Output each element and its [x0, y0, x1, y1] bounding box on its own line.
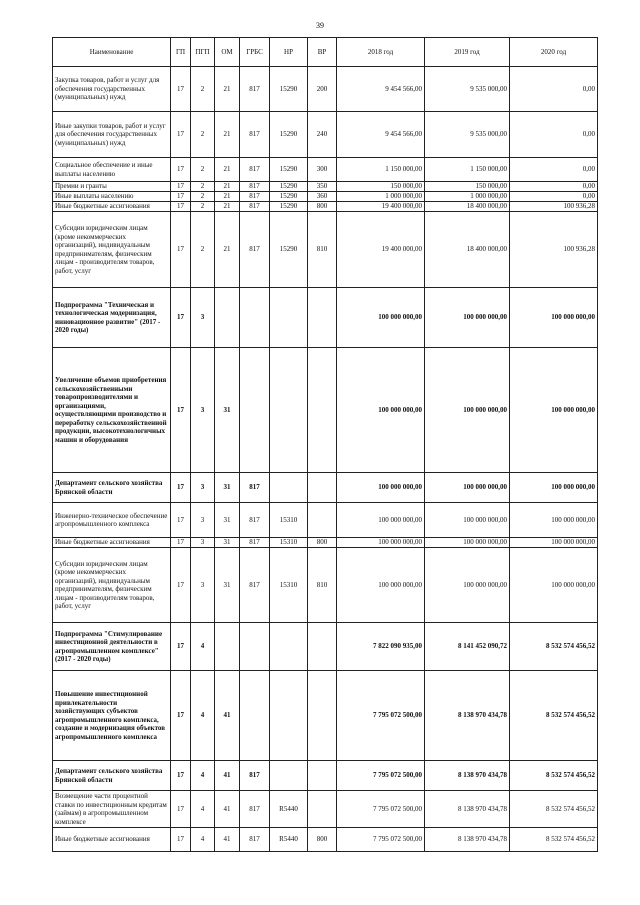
- cell-2019: 8 138 970 434,78: [425, 671, 510, 761]
- cell-pgp: 3: [191, 348, 215, 473]
- cell-om: 41: [215, 761, 240, 791]
- cell-2019: 150 000,00: [425, 182, 510, 192]
- cell-2018: 7 822 090 935,00: [337, 623, 425, 671]
- table-row: [53, 791, 598, 828]
- cell-gp: 17: [171, 473, 191, 503]
- cell-2020: 0,00: [510, 182, 598, 192]
- cell-vr: [308, 473, 337, 503]
- cell-pgp: 3: [191, 473, 215, 503]
- cell-pgp: 2: [191, 202, 215, 212]
- cell-vr: 240: [308, 112, 337, 158]
- cell-gp: 17: [171, 623, 191, 671]
- cell-nr: [270, 671, 308, 761]
- cell-om: 21: [215, 67, 240, 112]
- cell-gp: 17: [171, 182, 191, 192]
- cell-2020: 100 000 000,00: [510, 473, 598, 503]
- cell-2020: 0,00: [510, 67, 598, 112]
- cell-2018: 7 795 072 500,00: [337, 791, 425, 828]
- cell-vr: [308, 791, 337, 828]
- cell-gp: 17: [171, 548, 191, 623]
- cell-2019: 18 400 000,00: [425, 212, 510, 288]
- cell-2018: 100 000 000,00: [337, 348, 425, 473]
- cell-grbs: 817: [240, 538, 270, 548]
- cell-gp: 17: [171, 538, 191, 548]
- cell-om: 21: [215, 158, 240, 182]
- cell-name: Увеличение объемов приобретения сельскохозяйственными товаропроизводителями и организациями, осуществляющими производство и переработку сельскохозяйственной продукции, высокотехнологичных машин и оборудования: [53, 348, 171, 473]
- cell-grbs: 817: [240, 791, 270, 828]
- cell-grbs: 817: [240, 503, 270, 538]
- cell-gp: 17: [171, 288, 191, 348]
- cell-2020: 8 532 574 456,52: [510, 761, 598, 791]
- cell-grbs: [240, 623, 270, 671]
- cell-2019: 100 000 000,00: [425, 473, 510, 503]
- cell-2020: 8 532 574 456,52: [510, 623, 598, 671]
- cell-2018: 9 454 566,00: [337, 67, 425, 112]
- header-gp: ГП: [171, 38, 191, 67]
- cell-grbs: 817: [240, 761, 270, 791]
- cell-name: Повышение инвестиционной привлекательности хозяйствующих субъектов агропромышленного комплекса, создание и модернизация объектов агропромышленного комплекса: [53, 671, 171, 761]
- table-row: [53, 623, 598, 671]
- cell-pgp: 4: [191, 623, 215, 671]
- cell-nr: 15290: [270, 67, 308, 112]
- cell-2019: 18 400 000,00: [425, 202, 510, 212]
- cell-gp: 17: [171, 202, 191, 212]
- cell-vr: 200: [308, 67, 337, 112]
- cell-2019: 100 000 000,00: [425, 503, 510, 538]
- cell-2020: 100 000 000,00: [510, 548, 598, 623]
- cell-gp: 17: [171, 192, 191, 202]
- cell-2018: 19 400 000,00: [337, 212, 425, 288]
- cell-vr: [308, 288, 337, 348]
- table-row: [53, 538, 598, 548]
- table-row: [53, 828, 598, 852]
- cell-grbs: [240, 671, 270, 761]
- cell-name: Иные бюджетные ассигнования: [53, 538, 171, 548]
- cell-pgp: 2: [191, 112, 215, 158]
- header-2019: 2019 год: [425, 38, 510, 67]
- cell-2018: 100 000 000,00: [337, 548, 425, 623]
- cell-pgp: 3: [191, 503, 215, 538]
- table-row: [53, 182, 598, 192]
- cell-vr: 810: [308, 212, 337, 288]
- cell-2018: 100 000 000,00: [337, 503, 425, 538]
- cell-name: Иные выплаты населению: [53, 192, 171, 202]
- cell-name: Департамент сельского хозяйства Брянской области: [53, 473, 171, 503]
- cell-2020: 100 936,28: [510, 202, 598, 212]
- table-row: [53, 158, 598, 182]
- budget-table: [52, 37, 598, 852]
- cell-name: Закупка товаров, работ и услуг для обеспечения государственных (муниципальных) нужд: [53, 67, 171, 112]
- cell-nr: [270, 623, 308, 671]
- cell-2018: 100 000 000,00: [337, 473, 425, 503]
- table-row: [53, 503, 598, 538]
- cell-2019: 100 000 000,00: [425, 348, 510, 473]
- cell-2018: 100 000 000,00: [337, 538, 425, 548]
- cell-vr: 800: [308, 202, 337, 212]
- cell-grbs: 817: [240, 548, 270, 623]
- cell-2020: 100 000 000,00: [510, 503, 598, 538]
- cell-2019: 1 000 000,00: [425, 192, 510, 202]
- cell-2018: 19 400 000,00: [337, 202, 425, 212]
- cell-name: Подпрограмма "Техническая и технологическая модернизация, инновационное развитие" (2017 - 2020 годы): [53, 288, 171, 348]
- cell-2019: 9 535 000,00: [425, 112, 510, 158]
- cell-gp: 17: [171, 791, 191, 828]
- cell-om: 41: [215, 791, 240, 828]
- cell-pgp: 3: [191, 288, 215, 348]
- table-row: [53, 212, 598, 288]
- cell-2018: 9 454 566,00: [337, 112, 425, 158]
- cell-name: Иные закупки товаров, работ и услуг для обеспечения государственных (муниципальных) нужд: [53, 112, 171, 158]
- cell-name: Департамент сельского хозяйства Брянской области: [53, 761, 171, 791]
- cell-2020: 100 936,28: [510, 212, 598, 288]
- cell-nr: 15290: [270, 182, 308, 192]
- cell-nr: 15310: [270, 538, 308, 548]
- cell-om: 41: [215, 828, 240, 852]
- cell-pgp: 3: [191, 548, 215, 623]
- cell-2019: 8 141 452 090,72: [425, 623, 510, 671]
- cell-om: 41: [215, 671, 240, 761]
- cell-vr: 810: [308, 548, 337, 623]
- cell-gp: 17: [171, 503, 191, 538]
- cell-grbs: 817: [240, 182, 270, 192]
- cell-vr: [308, 623, 337, 671]
- table-row: [53, 202, 598, 212]
- cell-om: 31: [215, 473, 240, 503]
- cell-pgp: 4: [191, 761, 215, 791]
- cell-om: 21: [215, 182, 240, 192]
- cell-2019: 8 138 970 434,78: [425, 828, 510, 852]
- cell-2020: 0,00: [510, 112, 598, 158]
- cell-vr: [308, 671, 337, 761]
- cell-vr: [308, 503, 337, 538]
- table-row: [53, 192, 598, 202]
- table-row: [53, 548, 598, 623]
- cell-nr: 15290: [270, 158, 308, 182]
- cell-om: [215, 288, 240, 348]
- cell-om: [215, 623, 240, 671]
- cell-pgp: 3: [191, 538, 215, 548]
- header-grbs: ГРБС: [240, 38, 270, 67]
- cell-grbs: [240, 348, 270, 473]
- cell-name: Возмещение части процентной ставки по инвестиционным кредитам (займам) в агропромышленном комплексе: [53, 791, 171, 828]
- cell-pgp: 2: [191, 67, 215, 112]
- cell-vr: 800: [308, 538, 337, 548]
- cell-pgp: 4: [191, 828, 215, 852]
- page-number: 39: [316, 21, 324, 30]
- header-2018: 2018 год: [337, 38, 425, 67]
- cell-2020: 0,00: [510, 192, 598, 202]
- cell-2020: 8 532 574 456,52: [510, 671, 598, 761]
- cell-om: 31: [215, 503, 240, 538]
- cell-2019: 8 138 970 434,78: [425, 791, 510, 828]
- cell-om: 21: [215, 202, 240, 212]
- cell-om: 31: [215, 538, 240, 548]
- cell-2019: 100 000 000,00: [425, 288, 510, 348]
- cell-grbs: 817: [240, 473, 270, 503]
- cell-om: 31: [215, 548, 240, 623]
- header-nr: НР: [270, 38, 308, 67]
- cell-grbs: [240, 288, 270, 348]
- header-2020: 2020 год: [510, 38, 598, 67]
- table-row: [53, 761, 598, 791]
- cell-grbs: 817: [240, 112, 270, 158]
- cell-nr: [270, 761, 308, 791]
- table-row: [53, 671, 598, 761]
- cell-pgp: 2: [191, 212, 215, 288]
- cell-gp: 17: [171, 761, 191, 791]
- cell-nr: [270, 348, 308, 473]
- cell-2020: 8 532 574 456,52: [510, 791, 598, 828]
- header-vr: ВР: [308, 38, 337, 67]
- cell-pgp: 4: [191, 671, 215, 761]
- cell-name: Субсидии юридическим лицам (кроме некоммерческих организаций), индивидуальным предпринимателям, физическим лицам - производителям товаров, работ, услуг: [53, 548, 171, 623]
- header-om: ОМ: [215, 38, 240, 67]
- cell-grbs: 817: [240, 192, 270, 202]
- cell-gp: 17: [171, 828, 191, 852]
- cell-om: 21: [215, 192, 240, 202]
- cell-2019: 8 138 970 434,78: [425, 761, 510, 791]
- cell-name: Инженерно-техническое обеспечение агропромышленного комплекса: [53, 503, 171, 538]
- cell-name: Субсидии юридическим лицам (кроме некоммерческих организаций), индивидуальным предпринимателям, физическим лицам - производителям товаров, работ, услуг: [53, 212, 171, 288]
- cell-nr: [270, 473, 308, 503]
- cell-name: Иные бюджетные ассигнования: [53, 202, 171, 212]
- cell-grbs: 817: [240, 212, 270, 288]
- cell-2019: 100 000 000,00: [425, 538, 510, 548]
- cell-grbs: 817: [240, 202, 270, 212]
- cell-pgp: 2: [191, 192, 215, 202]
- cell-vr: [308, 348, 337, 473]
- cell-om: 21: [215, 212, 240, 288]
- cell-pgp: 4: [191, 791, 215, 828]
- cell-2020: 0,00: [510, 158, 598, 182]
- cell-nr: R5440: [270, 791, 308, 828]
- cell-2018: 150 000,00: [337, 182, 425, 192]
- cell-vr: 300: [308, 158, 337, 182]
- cell-2019: 1 150 000,00: [425, 158, 510, 182]
- table-row: [53, 348, 598, 473]
- cell-2019: 100 000 000,00: [425, 548, 510, 623]
- cell-2020: 8 532 574 456,52: [510, 828, 598, 852]
- cell-om: 21: [215, 112, 240, 158]
- cell-2018: 7 795 072 500,00: [337, 761, 425, 791]
- cell-vr: 350: [308, 182, 337, 192]
- cell-name: Премии и гранты: [53, 182, 171, 192]
- cell-nr: R5440: [270, 828, 308, 852]
- table-row: [53, 473, 598, 503]
- cell-grbs: 817: [240, 158, 270, 182]
- header-pgp: ПГП: [191, 38, 215, 67]
- cell-2018: 7 795 072 500,00: [337, 828, 425, 852]
- cell-vr: [308, 761, 337, 791]
- cell-nr: 15290: [270, 112, 308, 158]
- cell-gp: 17: [171, 348, 191, 473]
- cell-om: 31: [215, 348, 240, 473]
- cell-2018: 1 150 000,00: [337, 158, 425, 182]
- cell-gp: 17: [171, 158, 191, 182]
- header-name: Наименование: [53, 38, 171, 67]
- cell-2018: 100 000 000,00: [337, 288, 425, 348]
- cell-gp: 17: [171, 112, 191, 158]
- cell-nr: 15290: [270, 192, 308, 202]
- cell-name: Социальное обеспечение и иные выплаты населению: [53, 158, 171, 182]
- cell-name: Подпрограмма "Стимулирование инвестиционной деятельности в агропромышленном комплексе" (2017 - 2020 годы): [53, 623, 171, 671]
- cell-pgp: 2: [191, 182, 215, 192]
- cell-name: Иные бюджетные ассигнования: [53, 828, 171, 852]
- table-row: [53, 288, 598, 348]
- cell-gp: 17: [171, 67, 191, 112]
- cell-grbs: 817: [240, 828, 270, 852]
- cell-nr: 15290: [270, 212, 308, 288]
- cell-nr: 15310: [270, 503, 308, 538]
- cell-gp: 17: [171, 212, 191, 288]
- cell-2019: 9 535 000,00: [425, 67, 510, 112]
- cell-2018: 1 000 000,00: [337, 192, 425, 202]
- table-row: [53, 112, 598, 158]
- cell-vr: 360: [308, 192, 337, 202]
- cell-2018: 7 795 072 500,00: [337, 671, 425, 761]
- cell-gp: 17: [171, 671, 191, 761]
- cell-2020: 100 000 000,00: [510, 288, 598, 348]
- table-row: [53, 67, 598, 112]
- cell-2020: 100 000 000,00: [510, 348, 598, 473]
- cell-nr: [270, 288, 308, 348]
- header-row: [53, 38, 598, 67]
- cell-nr: 15310: [270, 548, 308, 623]
- cell-vr: 800: [308, 828, 337, 852]
- cell-pgp: 2: [191, 158, 215, 182]
- cell-nr: 15290: [270, 202, 308, 212]
- cell-2020: 100 000 000,00: [510, 538, 598, 548]
- cell-grbs: 817: [240, 67, 270, 112]
